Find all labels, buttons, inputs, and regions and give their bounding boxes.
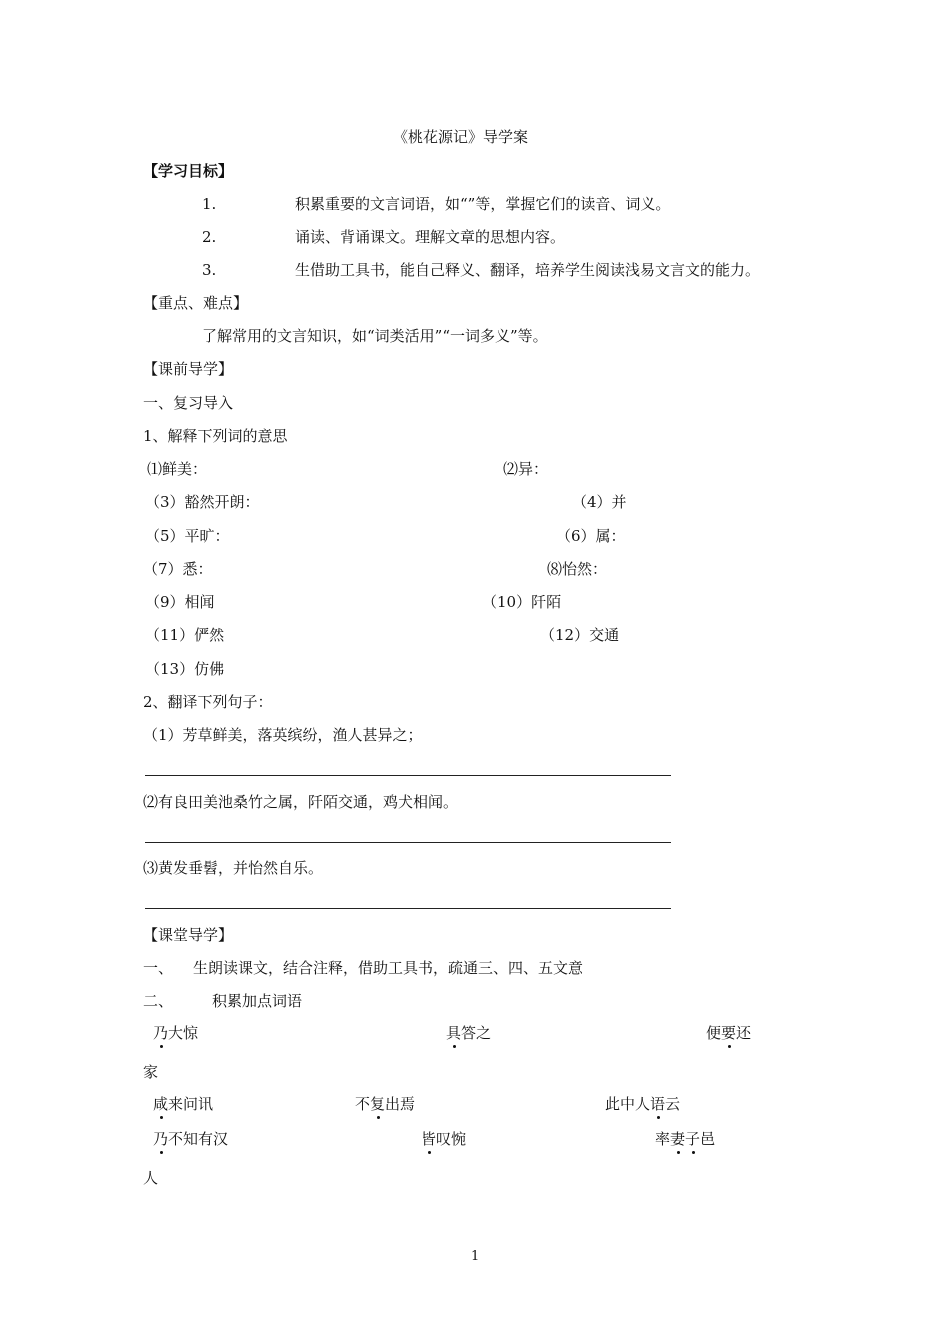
section-heading-pre-class: 【课前导学】 [143, 360, 234, 378]
answer-line [145, 908, 671, 909]
phrase-item: 乃大惊 [153, 1024, 199, 1042]
phrase-item: 便要还 [706, 1024, 752, 1042]
vocab-item: ⑻怡然： [547, 560, 608, 578]
sentence-item: ⑶黄发垂髫，并怡然自乐。 [143, 859, 324, 877]
emphasis-dot [160, 1116, 163, 1119]
vocab-item: （5）平旷： [145, 527, 230, 545]
vocab-item: （12）交通 [540, 626, 620, 644]
emphasis-dot [160, 1151, 163, 1154]
phrase-item: 人 [143, 1169, 159, 1187]
phrase-item: 家 [143, 1063, 159, 1081]
review-heading: 一、复习导入 [143, 394, 234, 412]
class-item-number: 一、 [143, 959, 174, 977]
vocab-item: （13）仿佛 [145, 660, 225, 678]
phrase-item: 皆叹惋 [421, 1130, 467, 1148]
answer-line [145, 842, 671, 843]
emphasis-dot [677, 1151, 680, 1154]
goal-text: 积累重要的文言词语，如“”等，掌握它们的读音、词义。 [295, 195, 671, 213]
vocab-item: ⑵异： [503, 460, 549, 478]
phrase-item: 乃不知有汉 [153, 1130, 229, 1148]
goal-number: 3. [202, 261, 217, 279]
section-heading-key-points: 【重点、难点】 [143, 294, 249, 312]
phrase-item: 咸来问讯 [153, 1095, 214, 1113]
phrase-item: 不复出焉 [355, 1095, 416, 1113]
vocab-item: （6）属： [556, 527, 626, 545]
goal-number: 2. [202, 228, 217, 246]
vocab-item: （11）俨然 [145, 626, 225, 644]
emphasis-dot [428, 1151, 431, 1154]
emphasis-dot [377, 1116, 380, 1119]
emphasis-dot [728, 1045, 731, 1048]
vocab-item: （3）豁然开朗： [145, 493, 260, 511]
goal-text: 生借助工具书，能自己释义、翻译，培养学生阅读浅易文言文的能力。 [295, 261, 761, 279]
answer-line [145, 775, 671, 776]
phrase-item: 率妻子邑 [655, 1130, 716, 1148]
sentence-item: （1）芳草鲜美，落英缤纷，渔人甚异之； [143, 726, 423, 744]
page-title: 《桃花源记》导学案 [393, 128, 529, 146]
section-heading-in-class: 【课堂导学】 [143, 926, 234, 944]
page-number: 1 [471, 1249, 480, 1264]
sentence-item: ⑵有良田美池桑竹之属，阡陌交通，鸡犬相闻。 [143, 793, 459, 811]
class-item-text: 积累加点词语 [212, 992, 303, 1010]
section-heading-goals: 【学习目标】 [143, 162, 234, 180]
emphasis-dot [657, 1116, 660, 1119]
vocab-item: （7）悉： [143, 560, 213, 578]
explain-heading: 1、解释下列词的意思 [143, 427, 288, 445]
emphasis-dot [692, 1151, 695, 1154]
goal-text: 诵读、背诵课文。理解文章的思想内容。 [295, 228, 566, 246]
class-item-number: 二、 [143, 992, 174, 1010]
phrase-item: 具答之 [446, 1024, 492, 1042]
phrase-item: 此中人语云 [605, 1095, 681, 1113]
vocab-item: （9）相闻 [145, 593, 215, 611]
goal-number: 1. [202, 195, 217, 213]
vocab-item: （4）并 [572, 493, 627, 511]
vocab-item: （10）阡陌 [482, 593, 562, 611]
translate-heading: 2、翻译下列句子： [143, 693, 273, 711]
key-points-text: 了解常用的文言知识，如“词类活用”“一词多义”等。 [202, 327, 548, 345]
emphasis-dot [453, 1045, 456, 1048]
vocab-item: ⑴鲜美： [147, 460, 208, 478]
class-item-text: 生朗读课文，结合注释，借助工具书，疏通三、四、五文意 [193, 959, 584, 977]
emphasis-dot [160, 1045, 163, 1048]
